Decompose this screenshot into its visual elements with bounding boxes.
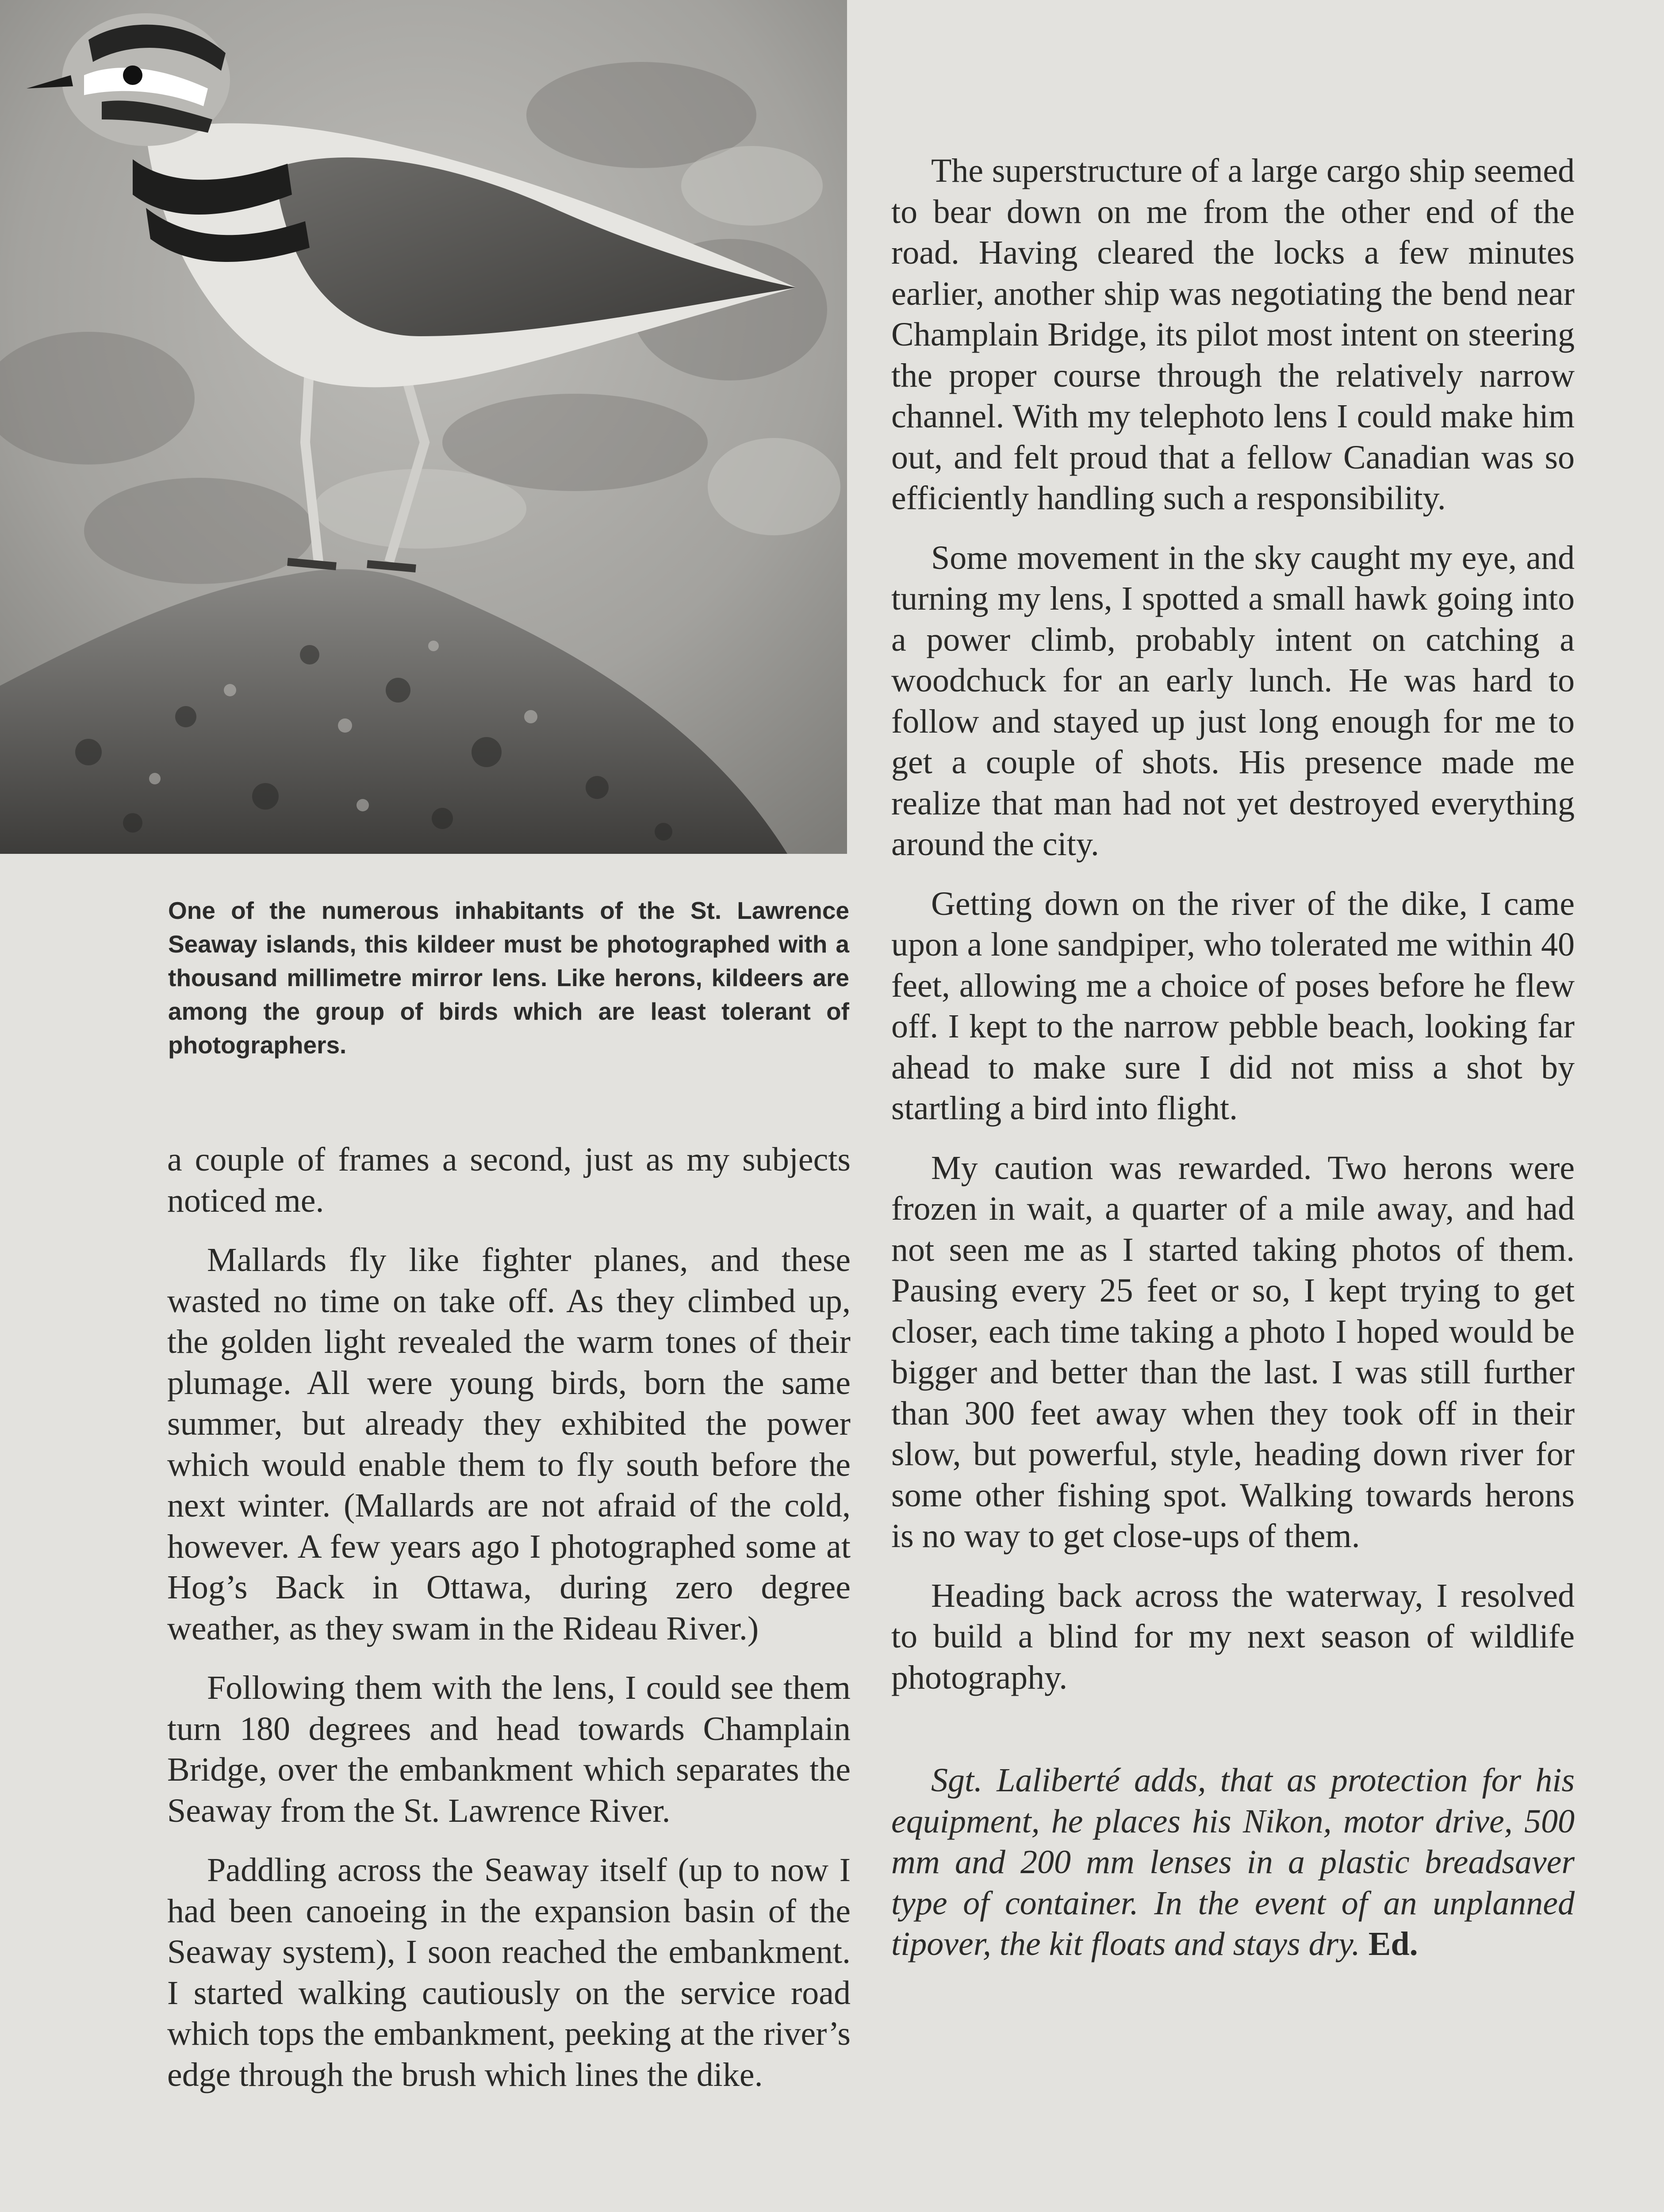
editor-note [891, 1760, 1575, 1965]
paragraph: Following them with the lens, I could see them turn 180 degrees and head towards Champlain Bridge, over the embankment which separates the Seaway from the St. Lawrence River. [167, 1669, 851, 1829]
kildeer-photo-image [0, 0, 847, 854]
editor-note-text: Sgt. Laliberté adds, that as protection for his equipment, he places his Nikon, motor drive, 500 mm and 200 mm lenses in a plastic breadsaver type of container. In the event of an unplanned tipover, the kit floats and stays dry. [891, 1762, 1575, 1962]
paragraph: The superstructure of a large cargo ship seemed to bear down on me from the other end of the road. Having cleared the locks a few minutes earlier, another ship was negotiating the bend near Champlain Bridge, its pilot most intent on steering the proper course through the relatively narrow channel. With my telephoto lens I could make him out, and felt proud that a fellow Canadian was so efficiently handling such a responsibility. [891, 152, 1575, 517]
right-text-column [891, 150, 1575, 1983]
paragraph: Some movement in the sky caught my eye, and turning my lens, I spotted a small hawk going into a power climb, probably intent on catching a woodchuck for an early lunch. He was hard to follow and stayed up just long enough for me to get a couple of shots. His presence made me realize that man had not yet destroyed everything around the city. [891, 539, 1575, 863]
paragraph: Paddling across the Seaway itself (up to now I had been canoeing in the expansion basin of the Seaway system), I soon reached the embankment. I started walking cautiously on the service road which tops the embankment, peeking at the river’s edge through the brush which lines the dike. [167, 1851, 851, 2093]
paragraph: Getting down on the river of the dike, I came upon a lone sandpiper, who tolerated me within 40 feet, allowing me a choice of poses before he flew off. I kept to the narrow pebble beach, looking far ahead to make sure I did not miss a shot by startling a bird into flight. [891, 885, 1575, 1127]
left-text-column [167, 1139, 851, 2114]
kildeer-photo [0, 0, 847, 854]
editor-signoff: Ed. [1368, 1925, 1418, 1962]
photo-caption: One of the numerous inhabitants of the St. Lawrence Seaway islands, this kildeer must be photographed with a thousand millimetre mirror lens. Like herons, kildeers are among the group of birds which are least tolerant of photographers. [168, 897, 849, 1059]
paragraph: Heading back across the waterway, I resolved to build a blind for my next season of wildlife photography. [891, 1577, 1575, 1696]
paragraph: My caution was rewarded. Two herons were frozen in wait, a quarter of a mile away, and had not seen me as I started taking photos of them. Pausing every 25 feet or so, I kept trying to get closer, each time taking a photo I hoped would be bigger and better than the last. I was still further than 300 feet away when they took off in their slow, but powerful, style, heading down river for some other fishing spot. Walking towards herons is no way to get close-ups of them. [891, 1149, 1575, 1555]
paragraph: a couple of frames a second, just as my subjects noticed me. [167, 1141, 851, 1219]
paragraph: Mallards fly like fighter planes, and these wasted no time on take off. As they climbed up, the golden light revealed the warm tones of their plumage. All were young birds, born the same summer, but already they exhibited the power which would enable them to fly south before the next winter. (Mallards are not afraid of the cold, however. A few years ago I photographed some at Hog’s Back in Ottawa, during zero degree weather, as they swam in the Rideau River.) [167, 1241, 851, 1647]
